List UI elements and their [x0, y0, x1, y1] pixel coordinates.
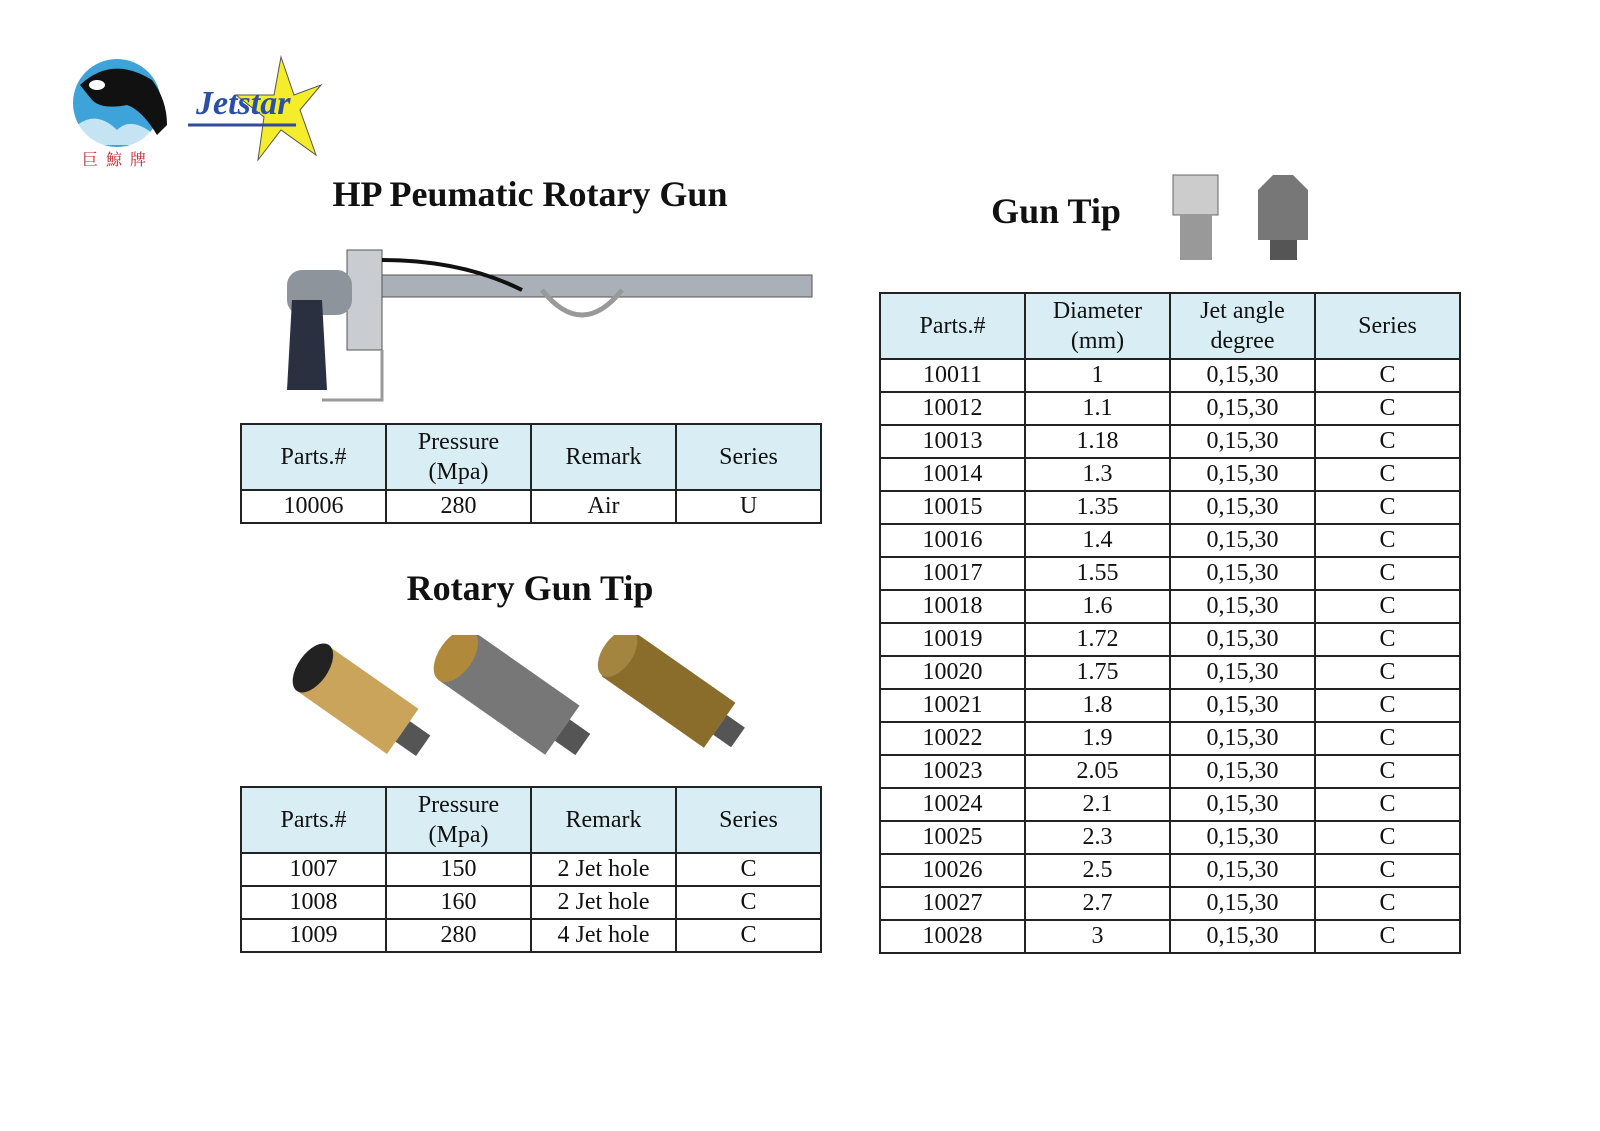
- table-row: [880, 458, 1460, 491]
- cell: C: [1315, 392, 1460, 425]
- col-jet-angle: Jet angle degree: [1170, 293, 1315, 359]
- cell: 0,15,30: [1170, 458, 1315, 491]
- cell: 2.1: [1025, 788, 1170, 821]
- cell: 1.8: [1025, 689, 1170, 722]
- rotary-tip-title: Rotary Gun Tip: [406, 568, 654, 608]
- cell: U: [676, 490, 821, 523]
- table-row: [880, 392, 1460, 425]
- cell: 0,15,30: [1170, 854, 1315, 887]
- cell: 0,15,30: [1170, 524, 1315, 557]
- cell: C: [1315, 557, 1460, 590]
- cell: 10027: [880, 887, 1025, 920]
- cell: 0,15,30: [1170, 425, 1315, 458]
- cell: 1.6: [1025, 590, 1170, 623]
- cell: 1008: [241, 886, 386, 919]
- cell: 10019: [880, 623, 1025, 656]
- table-row: [880, 590, 1460, 623]
- cell: C: [1315, 854, 1460, 887]
- cell: C: [1315, 920, 1460, 953]
- cell: 10013: [880, 425, 1025, 458]
- table-row: [880, 854, 1460, 887]
- cell: 10028: [880, 920, 1025, 953]
- cell: 2.7: [1025, 887, 1170, 920]
- cell: 10022: [880, 722, 1025, 755]
- table-row: [241, 886, 821, 919]
- cell: 0,15,30: [1170, 788, 1315, 821]
- cell: C: [1315, 524, 1460, 557]
- cell: 0,15,30: [1170, 590, 1315, 623]
- cell: 1.1: [1025, 392, 1170, 425]
- cell: C: [1315, 590, 1460, 623]
- cell: C: [1315, 491, 1460, 524]
- cell: 2 Jet hole: [531, 886, 676, 919]
- jetstar-logo: [186, 55, 326, 165]
- cell: 0,15,30: [1170, 623, 1315, 656]
- cell: 2.05: [1025, 755, 1170, 788]
- table-row: [241, 490, 821, 523]
- cell: 0,15,30: [1170, 656, 1315, 689]
- col-parts: Parts.#: [880, 293, 1025, 359]
- cell: 0,15,30: [1170, 920, 1315, 953]
- table-header: [880, 293, 1460, 359]
- gun-tip-images: [1168, 170, 1328, 270]
- cell: 1007: [241, 853, 386, 886]
- cell: 10016: [880, 524, 1025, 557]
- rotary-gun-image: [262, 240, 817, 415]
- cell: 10012: [880, 392, 1025, 425]
- cell: 1.9: [1025, 722, 1170, 755]
- brand-name: Jetstar: [196, 85, 291, 122]
- table-row: [241, 853, 821, 886]
- cell: 2.3: [1025, 821, 1170, 854]
- cell: 1.18: [1025, 425, 1170, 458]
- gun-title: HP Peumatic Rotary Gun: [332, 174, 728, 214]
- cell: 4 Jet hole: [531, 919, 676, 952]
- table-row: [880, 689, 1460, 722]
- cell: C: [1315, 821, 1460, 854]
- cell: C: [1315, 755, 1460, 788]
- cell: 0,15,30: [1170, 392, 1315, 425]
- cell: 280: [386, 919, 531, 952]
- cell: 1.55: [1025, 557, 1170, 590]
- cell: 150: [386, 853, 531, 886]
- cell: C: [1315, 656, 1460, 689]
- col-series: Series: [676, 787, 821, 853]
- gun-table: [240, 423, 822, 524]
- cell: 1.72: [1025, 623, 1170, 656]
- cell: 1.35: [1025, 491, 1170, 524]
- cell: C: [676, 886, 821, 919]
- table-row: [241, 919, 821, 952]
- table-row: [880, 821, 1460, 854]
- table-row: [880, 425, 1460, 458]
- cell: 2.5: [1025, 854, 1170, 887]
- gun-tip-title: Gun Tip: [991, 191, 1121, 231]
- cell: 10023: [880, 755, 1025, 788]
- cell: 1.4: [1025, 524, 1170, 557]
- table-row: [880, 623, 1460, 656]
- cell: 2 Jet hole: [531, 853, 676, 886]
- cell: 1.3: [1025, 458, 1170, 491]
- table-row: [880, 920, 1460, 953]
- col-remark: Remark: [531, 424, 676, 490]
- cell: C: [1315, 722, 1460, 755]
- cell: 0,15,30: [1170, 755, 1315, 788]
- table-row: [880, 788, 1460, 821]
- cell: C: [1315, 623, 1460, 656]
- cell: C: [1315, 458, 1460, 491]
- table-row: [880, 524, 1460, 557]
- col-series: Series: [676, 424, 821, 490]
- rotary-tip-images: [285, 635, 765, 775]
- cell: 1009: [241, 919, 386, 952]
- table-row: [880, 557, 1460, 590]
- cell: C: [1315, 788, 1460, 821]
- cell: 0,15,30: [1170, 557, 1315, 590]
- cell: C: [1315, 359, 1460, 392]
- table-header: [241, 424, 821, 490]
- cell: 10014: [880, 458, 1025, 491]
- col-pressure: Pressure (Mpa): [386, 787, 531, 853]
- cell: 160: [386, 886, 531, 919]
- cell: 10026: [880, 854, 1025, 887]
- cell: 0,15,30: [1170, 821, 1315, 854]
- cell: 1.75: [1025, 656, 1170, 689]
- cell: 280: [386, 490, 531, 523]
- cell: 0,15,30: [1170, 689, 1315, 722]
- cell: C: [1315, 425, 1460, 458]
- cell: 10017: [880, 557, 1025, 590]
- col-parts: Parts.#: [241, 787, 386, 853]
- col-parts: Parts.#: [241, 424, 386, 490]
- col-remark: Remark: [531, 787, 676, 853]
- cell: 3: [1025, 920, 1170, 953]
- cell: C: [1315, 689, 1460, 722]
- whale-logo-text: 巨鯨牌: [82, 152, 155, 169]
- col-diameter: Diameter (mm): [1025, 293, 1170, 359]
- table-row: [880, 656, 1460, 689]
- cell: 10011: [880, 359, 1025, 392]
- table-row: [880, 359, 1460, 392]
- cell: C: [1315, 887, 1460, 920]
- table-row: [880, 887, 1460, 920]
- cell: 0,15,30: [1170, 359, 1315, 392]
- col-series: Series: [1315, 293, 1460, 359]
- cell: 10006: [241, 490, 386, 523]
- cell: 10021: [880, 689, 1025, 722]
- cell: 0,15,30: [1170, 722, 1315, 755]
- col-pressure: Pressure (Mpa): [386, 424, 531, 490]
- cell: C: [676, 919, 821, 952]
- cell: Air: [531, 490, 676, 523]
- cell: 10020: [880, 656, 1025, 689]
- table-row: [880, 491, 1460, 524]
- table-row: [880, 755, 1460, 788]
- rotary-tip-table: [240, 786, 822, 953]
- cell: 1: [1025, 359, 1170, 392]
- cell: 10015: [880, 491, 1025, 524]
- cell: 0,15,30: [1170, 491, 1315, 524]
- table-row: [880, 722, 1460, 755]
- gun-tip-table: [879, 292, 1461, 954]
- cell: C: [676, 853, 821, 886]
- cell: 10024: [880, 788, 1025, 821]
- table-header: [241, 787, 821, 853]
- cell: 10025: [880, 821, 1025, 854]
- cell: 10018: [880, 590, 1025, 623]
- cell: 0,15,30: [1170, 887, 1315, 920]
- whale-logo: [72, 55, 172, 170]
